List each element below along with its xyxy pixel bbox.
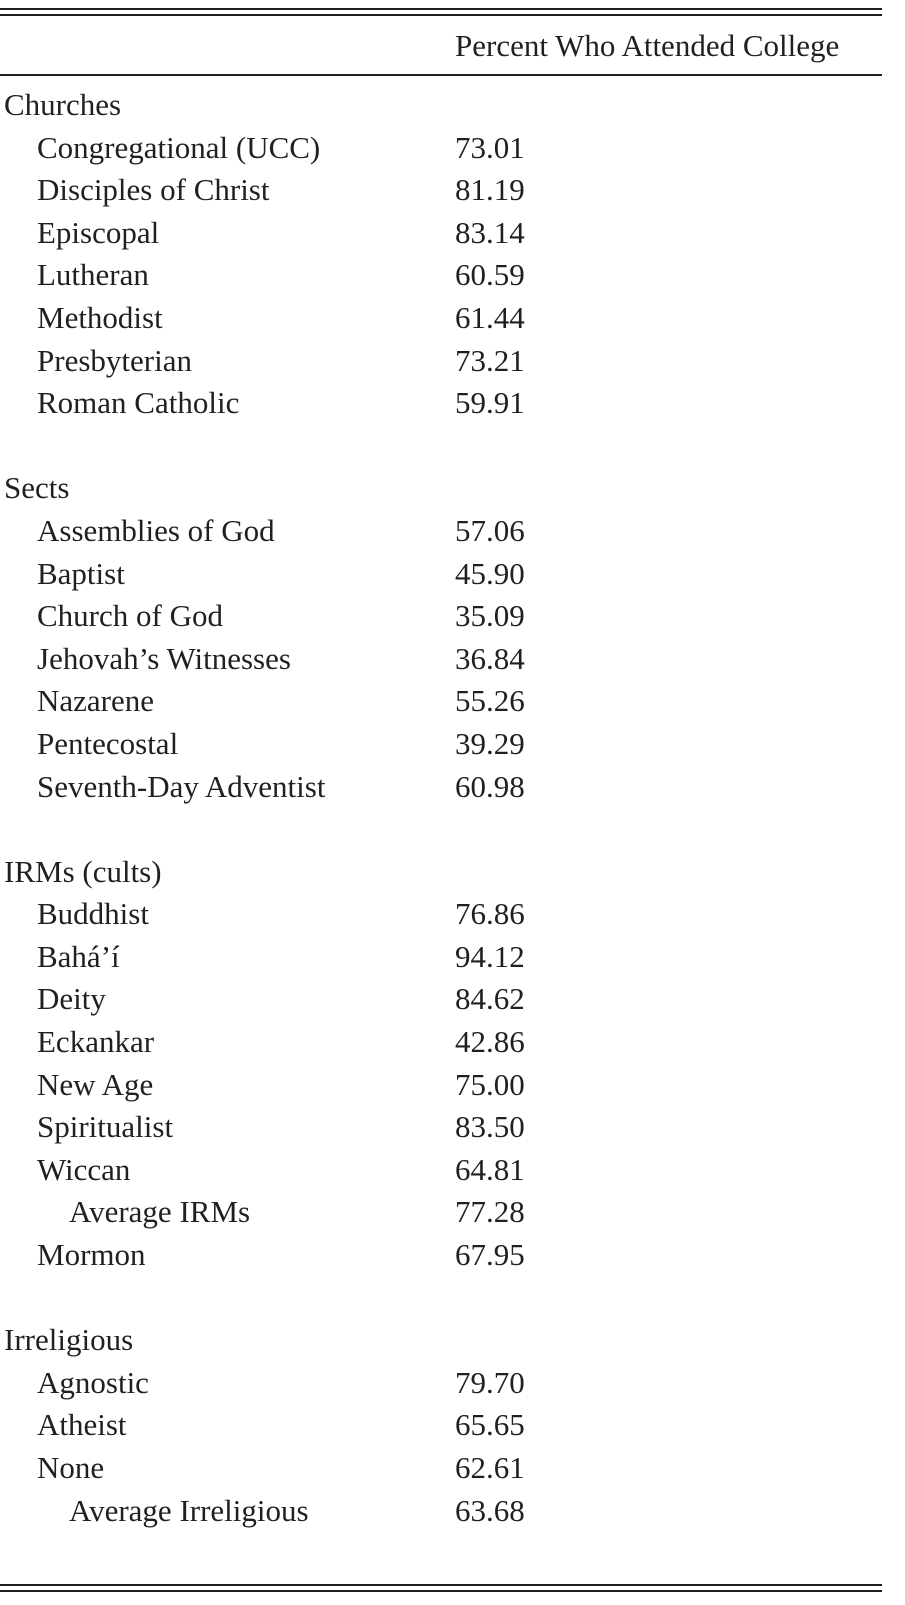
row-value: 83.14 bbox=[455, 214, 525, 250]
table-row bbox=[0, 553, 882, 596]
section-heading-row bbox=[0, 851, 882, 894]
row-label: Deity bbox=[37, 981, 106, 1017]
row-label: Eckankar bbox=[37, 1024, 155, 1060]
row-label: Episcopal bbox=[37, 214, 160, 250]
row-value: 60.59 bbox=[455, 257, 525, 293]
row-label: Roman Catholic bbox=[37, 385, 240, 421]
row-label: Atheist bbox=[37, 1407, 127, 1443]
row-value: 64.81 bbox=[455, 1151, 525, 1187]
table-row bbox=[0, 127, 882, 170]
table-row bbox=[0, 212, 882, 255]
table-row bbox=[0, 893, 882, 936]
column-header: Percent Who Attended College bbox=[455, 28, 840, 63]
table-row bbox=[0, 680, 882, 723]
row-value: 59.91 bbox=[455, 385, 525, 421]
row-label: Seventh-Day Adventist bbox=[37, 768, 326, 804]
row-value: 75.00 bbox=[455, 1066, 525, 1102]
table-row bbox=[0, 978, 882, 1021]
row-value: 77.28 bbox=[455, 1194, 525, 1230]
row-label: Pentecostal bbox=[37, 725, 179, 761]
row-label: IRMs (cults) bbox=[4, 853, 162, 889]
row-label: Wiccan bbox=[37, 1151, 131, 1187]
table-row bbox=[0, 1106, 882, 1149]
row-label: Average Irreligious bbox=[69, 1492, 309, 1528]
row-value: 83.50 bbox=[455, 1109, 525, 1145]
row-label: New Age bbox=[37, 1066, 154, 1102]
table-row bbox=[0, 1021, 882, 1064]
table-row bbox=[0, 254, 882, 297]
row-value: 45.90 bbox=[455, 555, 525, 591]
row-label: Bahá’í bbox=[37, 938, 120, 974]
row-label: Mormon bbox=[37, 1237, 146, 1273]
table-row bbox=[0, 1149, 882, 1192]
table-row bbox=[0, 1064, 882, 1107]
row-value: 73.21 bbox=[455, 342, 525, 378]
row-value: 94.12 bbox=[455, 938, 525, 974]
row-value: 73.01 bbox=[455, 129, 525, 165]
row-value: 57.06 bbox=[455, 512, 525, 548]
table-row bbox=[0, 340, 882, 383]
row-label: None bbox=[37, 1450, 105, 1485]
table-row bbox=[0, 766, 882, 809]
row-value: 67.95 bbox=[455, 1237, 525, 1273]
bottom-rule-2 bbox=[0, 1590, 882, 1592]
row-label: Disciples of Christ bbox=[37, 172, 270, 208]
row-label: Sects bbox=[4, 470, 70, 506]
row-label: Presbyterian bbox=[37, 342, 192, 378]
spacer-row bbox=[0, 1277, 882, 1320]
table-row bbox=[0, 936, 882, 979]
section-heading-row bbox=[0, 84, 882, 127]
table-row bbox=[0, 297, 882, 340]
row-value: 39.29 bbox=[455, 725, 525, 761]
row-value: 65.65 bbox=[455, 1407, 525, 1443]
table-row bbox=[0, 1447, 882, 1490]
row-label: Churches bbox=[4, 87, 122, 122]
row-value: 35.09 bbox=[455, 598, 525, 634]
row-value: 36.84 bbox=[455, 640, 525, 676]
row-value: 61.44 bbox=[455, 299, 525, 335]
table-row bbox=[0, 1404, 882, 1447]
row-label: Lutheran bbox=[37, 257, 149, 293]
table-row bbox=[0, 638, 882, 681]
row-value: 60.98 bbox=[455, 768, 525, 804]
table-row bbox=[0, 169, 882, 212]
row-label: Church of God bbox=[37, 598, 223, 634]
table-row bbox=[0, 1234, 882, 1277]
top-rule-2 bbox=[0, 14, 882, 16]
row-label: Methodist bbox=[37, 299, 163, 335]
row-value: 81.19 bbox=[455, 172, 525, 208]
row-label: Assemblies of God bbox=[37, 512, 275, 548]
table-row bbox=[0, 510, 882, 553]
row-label: Jehovah’s Witnesses bbox=[37, 640, 291, 676]
row-value: 84.62 bbox=[455, 981, 525, 1017]
row-value: 63.68 bbox=[455, 1492, 525, 1528]
table-row bbox=[0, 1490, 882, 1533]
table-row bbox=[0, 723, 882, 766]
spacer-row bbox=[0, 808, 882, 851]
row-label: Agnostic bbox=[37, 1364, 149, 1400]
row-label: Congregational (UCC) bbox=[37, 129, 321, 165]
table-row bbox=[0, 595, 882, 638]
row-label: Baptist bbox=[37, 555, 125, 591]
top-rule-1 bbox=[0, 8, 882, 10]
table-row bbox=[0, 1191, 882, 1234]
table-row bbox=[0, 1362, 882, 1405]
row-value: 79.70 bbox=[455, 1364, 525, 1400]
row-label: Buddhist bbox=[37, 896, 149, 932]
row-value: 76.86 bbox=[455, 896, 525, 932]
row-label: Irreligious bbox=[4, 1322, 134, 1358]
row-label: Nazarene bbox=[37, 683, 155, 719]
row-value: 55.26 bbox=[455, 683, 525, 719]
header-rule bbox=[0, 74, 882, 76]
section-heading-row bbox=[0, 1319, 882, 1362]
row-value: 42.86 bbox=[455, 1024, 525, 1060]
spacer-row bbox=[0, 425, 882, 468]
table-row bbox=[0, 382, 882, 425]
row-value: 62.61 bbox=[455, 1450, 525, 1485]
row-label: Spiritualist bbox=[37, 1109, 174, 1145]
row-label: Average IRMs bbox=[69, 1194, 251, 1230]
bottom-rule-1 bbox=[0, 1584, 882, 1586]
section-heading-row bbox=[0, 467, 882, 510]
college-attendance-table bbox=[0, 84, 882, 1532]
